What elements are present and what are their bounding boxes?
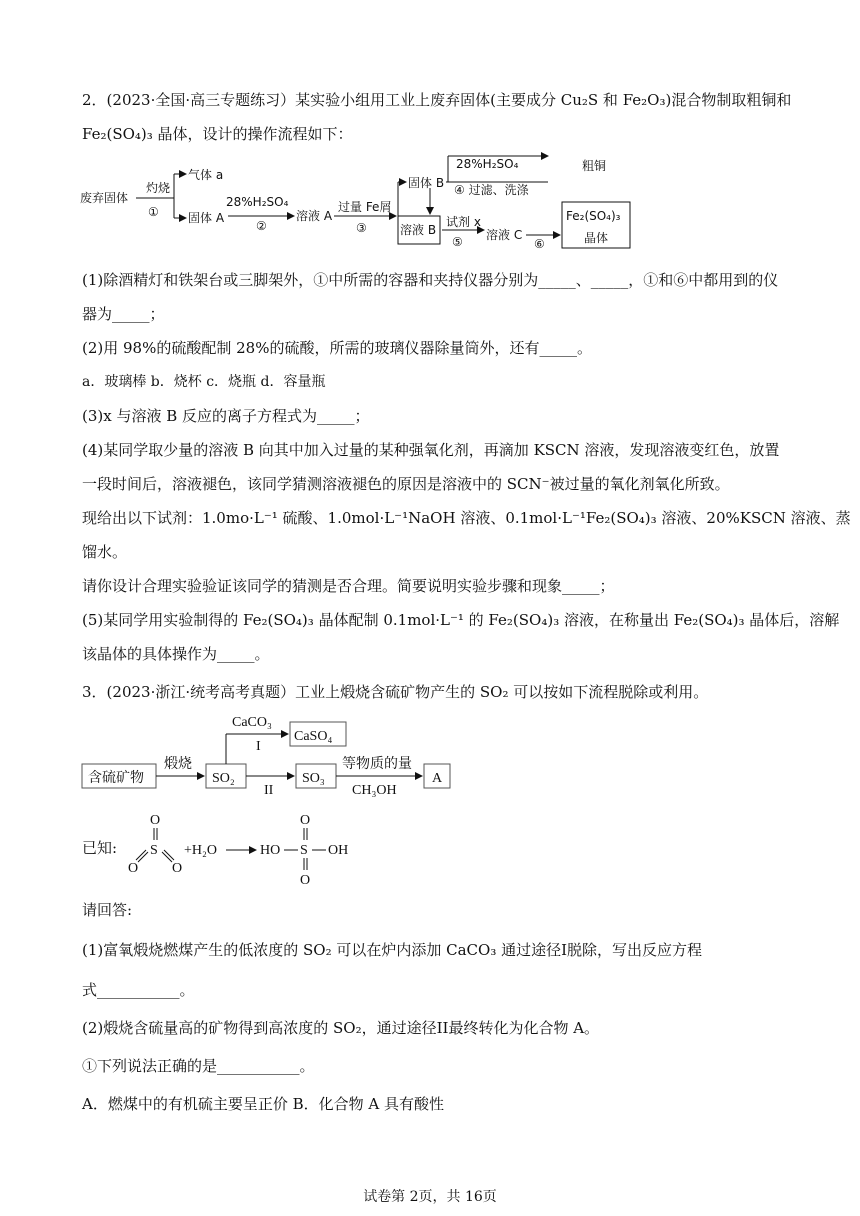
q2-part5-line2: 该晶体的具体操作为_____。 [82, 645, 270, 663]
q2-part4-line5: 请你设计合理实验验证该同学的猜测是否合理。简要说明实验步骤和现象_____； [82, 577, 615, 595]
page-footer: 试卷第 2页，共 16页 [363, 1189, 497, 1205]
q2-header-cont: Fe₂(SO₄)₃ 晶体，设计的操作流程如下： [82, 125, 353, 143]
q3-please-answer: 请回答: [82, 901, 133, 919]
q2-step3: ③ [356, 221, 367, 235]
q2-step6: ⑥ [534, 237, 545, 251]
so3-s: S [150, 843, 158, 858]
q3-part2: (2)煅烧含硫量高的矿物得到高浓度的 SO₂，通过途径II最终转化为化合物 A。 [82, 1019, 600, 1037]
h2so4-oh: OH [328, 843, 349, 858]
q2-product-formula: Fe₂(SO₄)₃ [566, 209, 621, 223]
q3-equal-amount: 等物质的量 [342, 757, 412, 772]
h2so4-bottom-o: O [300, 873, 311, 886]
q2-acid2: 28%H₂SO₄ [456, 157, 519, 171]
q3-so2: SO₂ [212, 771, 235, 786]
q2-acid1: 28%H₂SO₄ [226, 195, 289, 209]
q3-known-label: 已知: [82, 839, 118, 857]
q3-part2-sub: ①下列说法正确的是___________。 [82, 1057, 315, 1075]
q3-header: 3．(2023·浙江·统考高考真题）工业上煅烧含硫矿物产生的 SO₂ 可以按如下流程脱除或利用。 [82, 683, 709, 701]
q3-flow-diagram [80, 712, 460, 804]
q3-so3: SO₃ [302, 771, 325, 786]
q3-ore: 含硫矿物 [88, 771, 144, 786]
q3-route2: II [264, 783, 274, 798]
q2-step4: ④ 过滤、洗涤 [454, 183, 529, 197]
q2-flow-diagram [78, 150, 638, 252]
so3-top-o: O [150, 813, 161, 828]
q2-part2: (2)用 98%的硫酸配制 28%的硫酸，所需的玻璃仪器除量筒外，还有_____。 [82, 339, 592, 357]
q2-step2: ② [256, 219, 267, 233]
so3-right-o: O [172, 861, 183, 876]
q2-step1: ① [148, 205, 159, 219]
q2-gas-a: 气体 a [188, 168, 224, 182]
q2-part4-line4: 馏水。 [82, 543, 128, 561]
q2-crude-cu: 粗铜 [582, 159, 607, 173]
q2-step5: ⑤ [452, 235, 463, 249]
q3-ch3oh: CH₃OH [352, 783, 397, 798]
q2-product-crystal: 晶体 [584, 231, 609, 245]
q2-header: 2．(2023·全国·高三专题练习）某实验小组用工业上废弃固体(主要成分 Cu₂S 和 Fe₂O₃)混合物制取粗铜和 [82, 91, 792, 109]
plus-h2o: +H₂O [184, 843, 217, 858]
q3-part1-line2: 式___________。 [82, 981, 195, 999]
q2-waste-solid: 废弃固体 [80, 191, 129, 205]
q2-excess-fe: 过量 Fe屑 [338, 200, 392, 214]
h2so4-ho: HO [260, 843, 281, 858]
q2-solid-b: 固体 B [408, 176, 445, 190]
q3-caso4: CaSO₄ [294, 729, 333, 744]
q2-part5-line1: (5)某同学用实验制得的 Fe₂(SO₄)₃ 晶体配制 0.1mol·L⁻¹ 的 Fe₂(SO₄)₃ 溶液，在称量出 Fe₂(SO₄)₃ 晶体后，溶解 [82, 611, 840, 629]
q2-solid-a: 固体 A [188, 211, 225, 225]
q3-known-equation [120, 810, 370, 886]
q3-part2-options: A．燃煤中的有机硫主要呈正价 B．化合物 A 具有酸性 [82, 1095, 444, 1113]
q2-solution-b: 溶液 B [400, 223, 437, 237]
q2-solution-c: 溶液 C [486, 228, 523, 242]
q2-part2-options: a．玻璃棒 b．烧杯 c．烧瓶 d．容量瓶 [82, 374, 326, 390]
q3-caco3: CaCO₃ [232, 715, 272, 730]
q2-part4-line1: (4)某同学取少量的溶液 B 向其中加入过量的某种强氧化剂，再滴加 KSCN 溶液，发现溶液变红色，放置 [82, 441, 780, 459]
q2-reagent-x: 试剂 x [446, 215, 481, 229]
q2-burn-label: 灼烧 [146, 181, 171, 195]
h2so4-top-o: O [300, 813, 311, 828]
so3-left-o: O [128, 861, 139, 876]
q2-part3: (3)x 与溶液 B 反应的离子方程式为_____； [82, 407, 370, 425]
q3-route1: I [256, 739, 261, 754]
q3-calcine: 煅烧 [164, 757, 192, 772]
q2-part1-line2: 器为_____； [82, 305, 165, 323]
h2so4-s: S [300, 843, 308, 858]
q2-part4-line3: 现给出以下试剂：1.0mo·L⁻¹ 硫酸、1.0mol·L⁻¹NaOH 溶液、0.1mol·L⁻¹Fe₂(SO₄)₃ 溶液、20%KSCN 溶液、蒸 [82, 509, 851, 527]
q2-part4-line2: 一段时间后，溶液褪色，该同学猜测溶液褪色的原因是溶液中的 SCN⁻被过量的氧化剂氧化所致。 [82, 475, 730, 493]
q3-part1-line1: (1)富氧煅烧燃煤产生的低浓度的 SO₂ 可以在炉内添加 CaCO₃ 通过途径I脱除，写出反应方程 [82, 941, 703, 959]
q2-solution-a: 溶液 A [296, 209, 333, 223]
q2-part1-line1: (1)除酒精灯和铁架台或三脚架外，①中所需的容器和夹持仪器分别为_____、_____，①和⑥中都用到的仪 [82, 271, 779, 289]
q3-compound-a: A [432, 771, 443, 786]
